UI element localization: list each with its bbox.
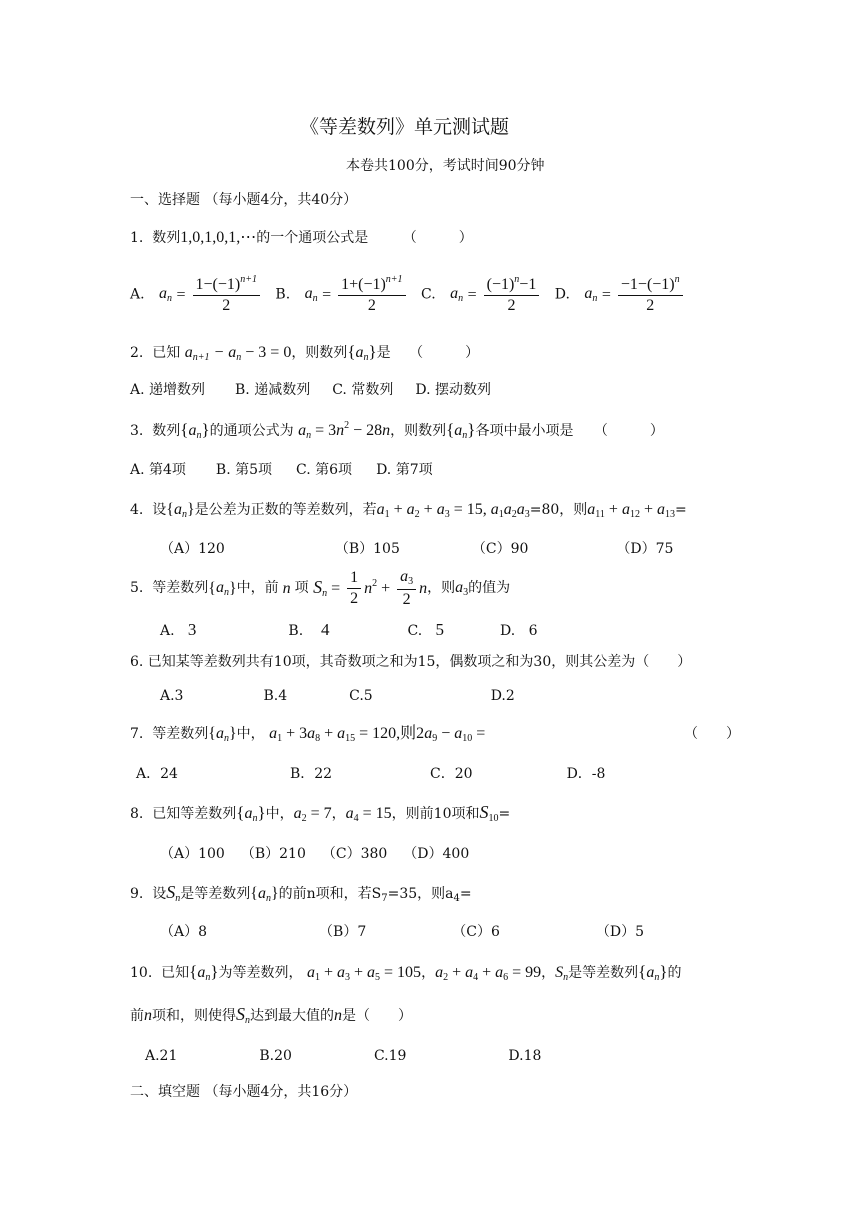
question-7-paren: （ ） (684, 726, 740, 742)
section-choice-heading: 一、选择题 （每小题4分，共40分） (130, 192, 358, 208)
question-9: 9. 设$S_n$是等差数列$\{a_n\}$的前n项和，若$S_7=35$，则$a_4=$ (130, 882, 472, 904)
question-3: 3. 数列$\{a_n\}$的通项公式为 $a_n = 3n^2 - 28n$，则数列$\{a_n\}$各项中最小项是 （ ） (130, 420, 664, 441)
question-5-options: A. 3 B. 4 C. 5 D. 6 (160, 620, 538, 639)
q1-option-c: C. $a_n$ = $\frac{(-1)^n-1}{2}$ (421, 274, 542, 316)
question-7-options: A．24 B．22 C．20 D．-8 (136, 766, 606, 782)
question-8-options: （A）100 （B）210 （C）380 （D）400 (160, 846, 470, 862)
question-10-options: A.21 B.20 C.19 D.18 (145, 1048, 542, 1064)
question-10-line2: 前n项和，则使得$S_n$达到最大值的n是（ ） (130, 1004, 412, 1026)
question-1-options (130, 274, 686, 320)
question-2: 2. 已知 $a_{n+1} - a_n - 3 = 0$，则数列$\{a_n\}$是 （ ） (130, 342, 480, 363)
question-6-options: A.3 B.4 C.5 D.2 (160, 688, 515, 704)
question-2-options: A. 递增数列 B. 递减数列 C. 常数列 D. 摆动数列 (130, 382, 491, 398)
q1-option-a: A. $a_n$ = $\frac{1-(-1)^{n+1}}{2}$ (130, 274, 263, 316)
question-4-options: （A）120 （B）105 （C）90 （D）75 (160, 541, 674, 557)
question-7: 7. 等差数列$\{a_n\}$中， $a_1 + 3a_8 + a_{15} = 120$,则$2a_9 - a_{10}$ = (130, 725, 486, 744)
question-8: 8. 已知等差数列$\{a_n\}$中，$a_2 = 7$，$a_4 = 15$，则前10项和$S_{10}=$ (130, 802, 511, 824)
page-subtitle: 本卷共100分，考试时间90分钟 (346, 158, 545, 174)
q1-option-d: D. $a_n$ = $\frac{-1-(-1)^n}{2}$ (555, 274, 686, 316)
page-title: 《等差数列》单元测试题 (300, 116, 510, 138)
q1-option-b: B. $a_n$ = $\frac{1+(-1)^{n+1}}{2}$ (275, 274, 408, 316)
section-fill-heading: 二、填空题 （每小题4分，共16分） (130, 1084, 358, 1100)
question-6: 6. 已知某等差数列共有10项，其奇数项之和为15，偶数项之和为30，则其公差为（ ） (130, 654, 692, 670)
question-4: 4. 设$\{a_n\}$是公差为正数的等差数列，若$a_1 + a_2 + a_3 = 15$, $a_1a_2a_3=80$，则$a_{11} + a_{12} + a_{13}=$ (130, 501, 687, 520)
question-10: 10. 已知$\{a_n\}$为等差数列， $a_1 + a_3 + a_5 = 105$，$a_2 + a_4 + a_6 = 99$，$S_n$是等差数列$\{a_n\}$的 (130, 962, 682, 983)
question-5: 5. 等差数列$\{a_n\}$中，前 n 项 $S_n$ = $\frac{1}{2}$ $n^2$ + $\frac{a_3}{2}$ n，则$a_3$的值为 (130, 568, 511, 608)
question-3-options: A. 第4项 B. 第5项 C. 第6项 D. 第7项 (130, 462, 433, 478)
question-9-options: （A）8 （B）7 （C）6 （D）5 (160, 924, 644, 940)
answer-paren: （ ） (402, 230, 473, 246)
question-1: 1. 数列1,0,1,0,1,⋯的一个通项公式是 （ ） (130, 229, 473, 246)
